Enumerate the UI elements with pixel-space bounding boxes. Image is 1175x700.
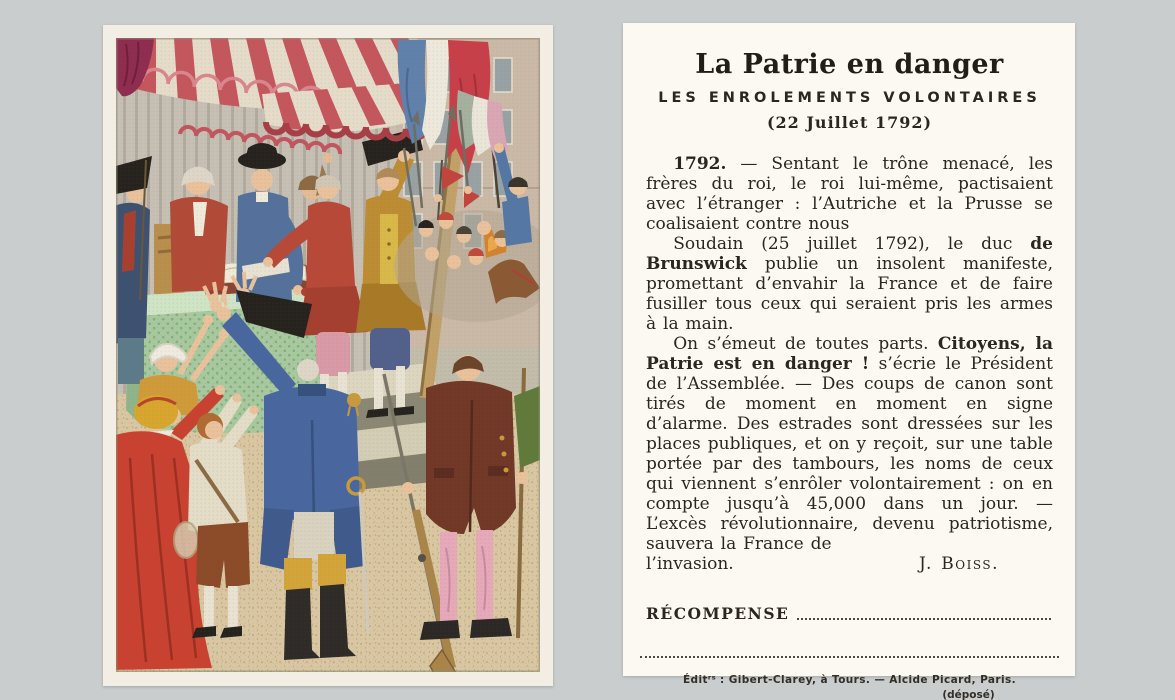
card-subtitle: LES ENROLEMENTS VOLONTAIRES	[658, 90, 1041, 107]
card-title: La Patrie en danger	[695, 49, 1004, 80]
publisher-line: Éditʳˢ : Gibert-Clarey, à Tours. — Alcide Picard, Paris.	[682, 674, 1017, 687]
paragraph-citoyens: On s’émeut de toutes parts. Citoyens, la Patrie est en danger ! s’écrie le Président de l’Assemblée. — Des coups de canon sont tirés de moment en moment en signe d’alarme. Des estrades sont dressées sur les places publiques, et on y reçoit, sur une table portée par des tambours, les noms de ceux qui viennent s’enrôler volontairement : on en compte jusqu’à 45,000 dans un jour. — L’excès révolutionnaire, devenu patriotisme, sauvera la France de	[646, 334, 1053, 555]
publisher-note: (déposé)	[942, 688, 995, 700]
closing-word: l’invasion.	[646, 554, 734, 575]
paragraph-1792: 1792. — Sentant le trône menacé, les frères du roi, le roi lui-même, pactisaient avec l’étranger : l’Autriche et la Prusse se coalisaient contre nous	[646, 154, 1053, 235]
recompense-label: RÉCOMPENSE	[646, 604, 790, 624]
paragraph-brunswick: Soudain (25 juillet 1792), le duc de Brunswick publie un insolent manifeste, promettant d’envahir la France et de faire fusiller tous ceux qui seraient pris les armes à la main.	[646, 234, 1053, 335]
closing-line	[646, 554, 1053, 574]
author-signature: J. Boiss.	[918, 554, 999, 575]
front-card-illustration	[116, 38, 540, 672]
recompense-dotted-leader	[797, 617, 1051, 620]
recompense-row	[646, 604, 1053, 623]
front-card	[103, 25, 553, 686]
dotted-divider-line	[640, 655, 1059, 658]
back-card	[623, 23, 1075, 700]
card-body-text	[646, 154, 1053, 574]
card-date-line: (22 Juillet 1792)	[766, 113, 933, 133]
